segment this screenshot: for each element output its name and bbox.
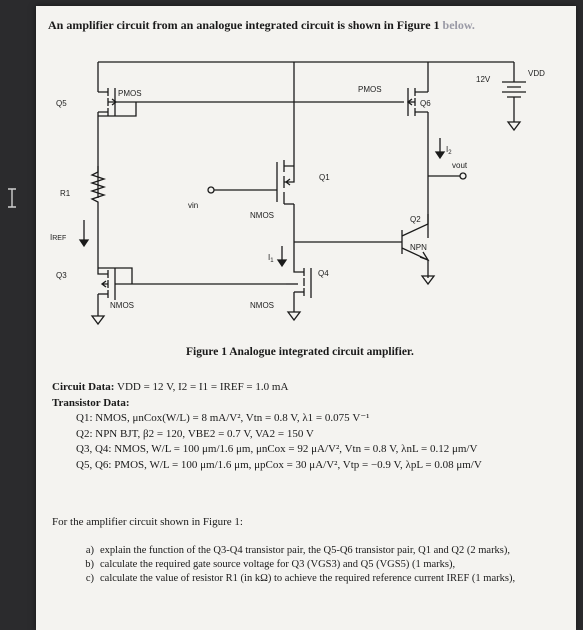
circuit-data-text: VDD = 12 V, I2 = I1 = IREF = 1.0 mA bbox=[117, 381, 289, 393]
q2-label: Q2 bbox=[410, 215, 421, 224]
figure-caption: Figure 1 Analogue integrated circuit amplifier. bbox=[186, 346, 414, 358]
q3-label: Q3 bbox=[56, 271, 67, 280]
question-tag: a) bbox=[85, 545, 94, 556]
circuit-data-label: Circuit Data: bbox=[52, 381, 115, 393]
questions-list bbox=[52, 544, 552, 586]
data-section bbox=[52, 380, 482, 473]
question-tag: c) bbox=[85, 573, 94, 584]
intro-faded: below. bbox=[442, 18, 475, 32]
transistor-data-label: Transistor Data: bbox=[52, 396, 130, 409]
q6-label: Q6 bbox=[420, 99, 431, 108]
i1-label: $I_1$ bbox=[268, 253, 274, 264]
transistor-line-q2: Q2: NPN BJT, β2 = 120, VBE2 = 0.7 V, VA2 = 150 V bbox=[76, 427, 314, 440]
document-page bbox=[36, 6, 576, 630]
r1-label: R1 bbox=[60, 189, 71, 198]
nmos-left-label: NMOS bbox=[110, 301, 134, 310]
question-text: calculate the value of resistor R1 (in kΩ) to achieve the required reference current IREF (1 marks), bbox=[100, 573, 516, 584]
i2-label: $I_2$ bbox=[446, 145, 452, 156]
iref-label: IREF bbox=[50, 233, 67, 242]
question-text: explain the function of the Q3-Q4 transistor pair, the Q5-Q6 transistor pair, Q1 and Q2 (2 marks), bbox=[100, 545, 511, 556]
pmos-right-label: PMOS bbox=[358, 85, 382, 94]
question-a bbox=[52, 544, 552, 557]
pmos-left-label: PMOS bbox=[118, 89, 142, 98]
circuit-data-line bbox=[52, 380, 482, 396]
q4-label: Q4 bbox=[318, 269, 329, 278]
supply-label: 12V bbox=[476, 75, 491, 84]
circuit-diagram bbox=[36, 6, 576, 336]
q1-label: Q1 bbox=[319, 173, 330, 182]
vout-label: vout bbox=[452, 161, 468, 170]
nmos-mid-label: NMOS bbox=[250, 211, 274, 220]
transistor-line-q5-q6: Q5, Q6: PMOS, W/L = 100 μm/1.6 μm, μpCox = 30 μA/V², Vtp = −0.9 V, λpL = 0.08 μm/V bbox=[76, 458, 482, 471]
question-c bbox=[52, 572, 552, 585]
question-tag: b) bbox=[85, 559, 94, 570]
vdd-label: VDD bbox=[528, 69, 545, 78]
questions-intro: For the amplifier circuit shown in Figure 1: bbox=[52, 516, 243, 528]
q5-label: Q5 bbox=[56, 99, 67, 108]
intro-main: An amplifier circuit from an analogue integrated circuit is shown in Figure 1 bbox=[48, 18, 443, 32]
nmos-right-label: NMOS bbox=[250, 301, 274, 310]
question-text: calculate the required gate source voltage for Q3 (VGS3) and Q5 (VGS5) (1 marks), bbox=[100, 559, 456, 570]
transistor-line-q1: Q1: NMOS, μnCox(W/L) = 8 mA/V², Vtn = 0.8 V, λ1 = 0.075 V⁻¹ bbox=[76, 412, 370, 424]
question-b bbox=[52, 558, 552, 571]
text-cursor-icon bbox=[6, 188, 18, 208]
vin-label: vin bbox=[188, 201, 199, 210]
transistor-line-q3-q4: Q3, Q4: NMOS, W/L = 100 μm/1.6 μm, μnCox = 92 μA/V², Vtn = 0.8 V, λnL = 0.12 μm/V bbox=[76, 443, 478, 455]
npn-label: NPN bbox=[410, 243, 427, 252]
